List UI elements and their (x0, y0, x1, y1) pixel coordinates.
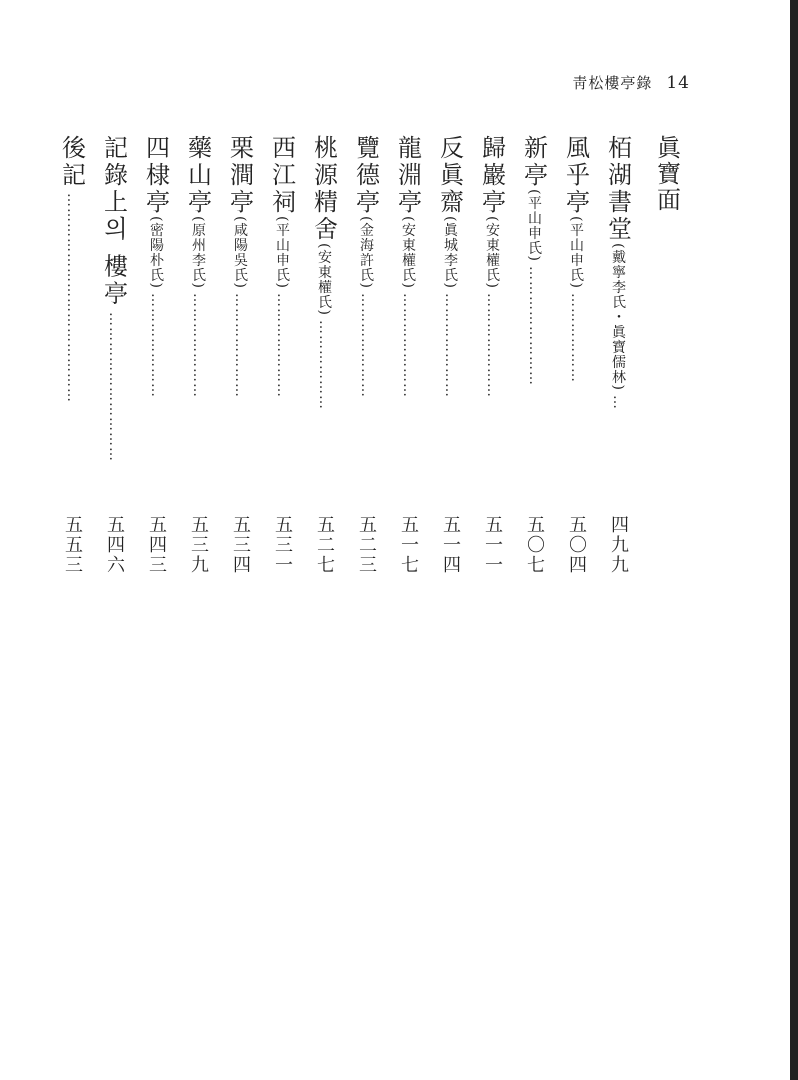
toc-entry[interactable] (51, 135, 93, 575)
entry-name: 栗澗亭 (225, 135, 254, 216)
leader-dots: ……………… (568, 292, 584, 383)
leader-dots: ………………… (148, 292, 164, 398)
leader-dots: ………………………… (106, 311, 122, 462)
entry-page: 五三四 (230, 515, 251, 575)
leader-dots: …………………… (526, 265, 542, 386)
section-title: 眞寶面 (652, 135, 681, 213)
entry-name: 風乎亭 (561, 135, 590, 216)
toc-entry[interactable] (387, 135, 429, 575)
toc-entry[interactable] (261, 135, 303, 575)
entry-name: 反眞齋 (435, 135, 464, 216)
entry-page: 五三一 (272, 515, 293, 575)
entry-owner: (安東權氏) (484, 216, 500, 289)
entry-page: 五〇七 (524, 515, 545, 575)
entry-owner: (安東權氏) (400, 216, 416, 289)
toc-entry[interactable] (177, 135, 219, 575)
entry-owner: (咸陽吳氏) (232, 216, 248, 289)
entry-name: 後記 (57, 135, 86, 189)
book-title: 靑松樓亭錄 (572, 74, 653, 92)
running-header (572, 72, 690, 93)
toc-entry[interactable] (345, 135, 387, 575)
entry-owner: (密陽朴氏) (148, 216, 164, 289)
table-of-contents (51, 135, 695, 575)
entry-name: 西江祠 (267, 135, 296, 216)
entry-page: 五三九 (188, 515, 209, 575)
entry-owner: (平山申氏) (526, 189, 542, 262)
leader-dots: ………………… (232, 292, 248, 398)
entry-name: 覽德亭 (351, 135, 380, 216)
entry-page: 四九九 (608, 515, 629, 575)
toc-entry[interactable] (93, 135, 135, 575)
page-number: 14 (666, 73, 690, 93)
leader-dots: ………………… (190, 292, 206, 398)
leader-dots: ………………… (442, 292, 458, 398)
leader-dots: …………………………………… (64, 193, 80, 403)
toc-entry[interactable] (135, 135, 177, 575)
toc-entry[interactable] (555, 135, 597, 575)
leader-dots: ………………… (484, 292, 500, 398)
entry-page: 五四三 (146, 515, 167, 575)
entry-owner: (眞城李氏) (442, 216, 458, 289)
page-edge (790, 0, 798, 1080)
entry-owner: (金海許氏) (358, 216, 374, 289)
entry-page: 五四六 (104, 515, 125, 575)
toc-entry[interactable] (471, 135, 513, 575)
entry-page: 五五三 (62, 515, 83, 575)
entry-name: 記錄上의 樓亭 (99, 135, 128, 308)
leader-dots: ………………… (358, 292, 374, 398)
entry-name: 歸巖亭 (477, 135, 506, 216)
entry-name: 龍淵亭 (393, 135, 422, 216)
entry-page: 五〇四 (566, 515, 587, 575)
entry-owner: (平山申氏) (568, 216, 584, 289)
toc-entry[interactable] (303, 135, 345, 575)
entry-owner: (戴寧李氏・眞寶儒林) (610, 243, 626, 391)
leader-dots: … (610, 394, 626, 410)
leader-dots: ………………… (400, 292, 416, 398)
entry-page: 五二七 (314, 515, 335, 575)
leader-dots: ……………… (316, 319, 332, 410)
entry-name: 藥山亭 (183, 135, 212, 216)
entry-name: 桃源精舍 (309, 135, 338, 243)
toc-entry[interactable] (513, 135, 555, 575)
toc-entry[interactable] (429, 135, 471, 575)
section-heading (639, 135, 695, 575)
leader-dots: ………………… (274, 292, 290, 398)
entry-owner: (安東權氏) (316, 243, 332, 316)
entry-page: 五一一 (482, 515, 503, 575)
entry-page: 五一四 (440, 515, 461, 575)
entry-owner: (平山申氏) (274, 216, 290, 289)
entry-page: 五一七 (398, 515, 419, 575)
toc-entry[interactable] (219, 135, 261, 575)
entry-name: 四棣亭 (141, 135, 170, 216)
entry-name: 栢湖書堂 (603, 135, 632, 243)
entry-name: 新亭 (519, 135, 548, 189)
entry-page: 五二三 (356, 515, 377, 575)
entry-owner: (原州李氏) (190, 216, 206, 289)
toc-entry[interactable] (597, 135, 639, 575)
